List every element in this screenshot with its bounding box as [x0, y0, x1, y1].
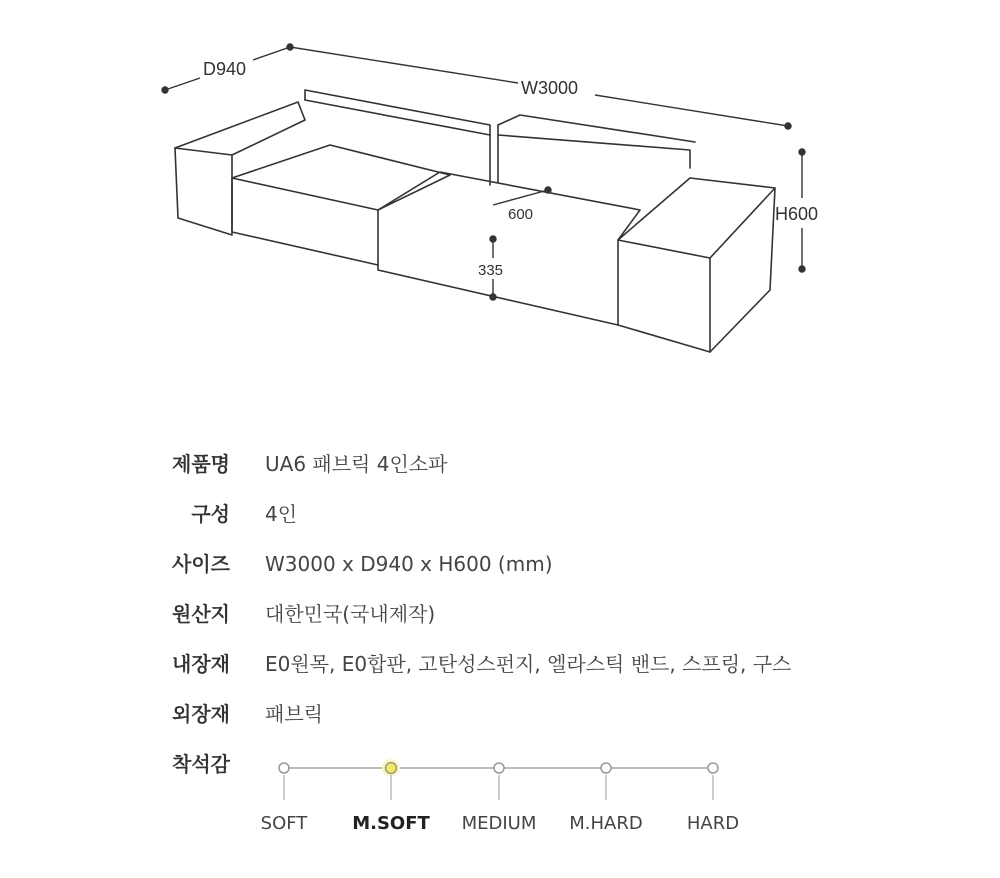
seat-height-label: 335	[478, 262, 504, 279]
spec-value: 패브릭	[265, 702, 323, 726]
spec-label: 구성	[191, 502, 230, 526]
firmness-level-medium: MEDIUM	[461, 813, 537, 834]
firmness-label: 착석감	[172, 752, 230, 776]
firmness-level-soft: SOFT	[260, 813, 308, 834]
firmness-dot-soft	[279, 763, 289, 773]
firmness-level-hard: HARD	[686, 813, 740, 834]
firmness-level-m-hard: M.HARD	[569, 813, 643, 834]
firmness-level-m-soft: M.SOFT	[352, 813, 430, 834]
spec-label: 내장재	[172, 652, 230, 676]
spec-value: 4인	[265, 502, 298, 526]
spec-label: 제품명	[172, 452, 230, 476]
height-label: H600	[775, 204, 819, 224]
sofa-outline	[175, 90, 775, 352]
spec-value: E0원목, E0합판, 고탄성스펀지, 엘라스틱 밴드, 스프링, 구스	[265, 652, 792, 676]
seat-depth-line	[493, 190, 548, 205]
width-line	[290, 47, 518, 83]
sofa-dimension-diagram	[0, 0, 1000, 420]
firmness-selected-halo	[382, 759, 400, 777]
firmness-dot-m-soft	[386, 763, 397, 774]
depth-line	[165, 78, 200, 90]
spec-label: 사이즈	[172, 552, 230, 576]
seat-depth-label: 600	[508, 206, 534, 223]
spec-label: 원산지	[172, 602, 230, 626]
width-label: W3000	[521, 78, 579, 98]
spec-value: W3000 x D940 x H600 (mm)	[265, 552, 553, 576]
spec-value: 대한민국(국내제작)	[265, 602, 436, 626]
spec-label: 외장재	[172, 702, 230, 726]
depth-label: D940	[203, 59, 247, 79]
firmness-ticks	[284, 775, 713, 800]
firmness-dot-medium	[494, 763, 504, 773]
firmness-dot-m-hard	[601, 763, 611, 773]
spec-value: UA6 패브릭 4인소파	[265, 452, 448, 476]
firmness-dot-hard	[708, 763, 718, 773]
